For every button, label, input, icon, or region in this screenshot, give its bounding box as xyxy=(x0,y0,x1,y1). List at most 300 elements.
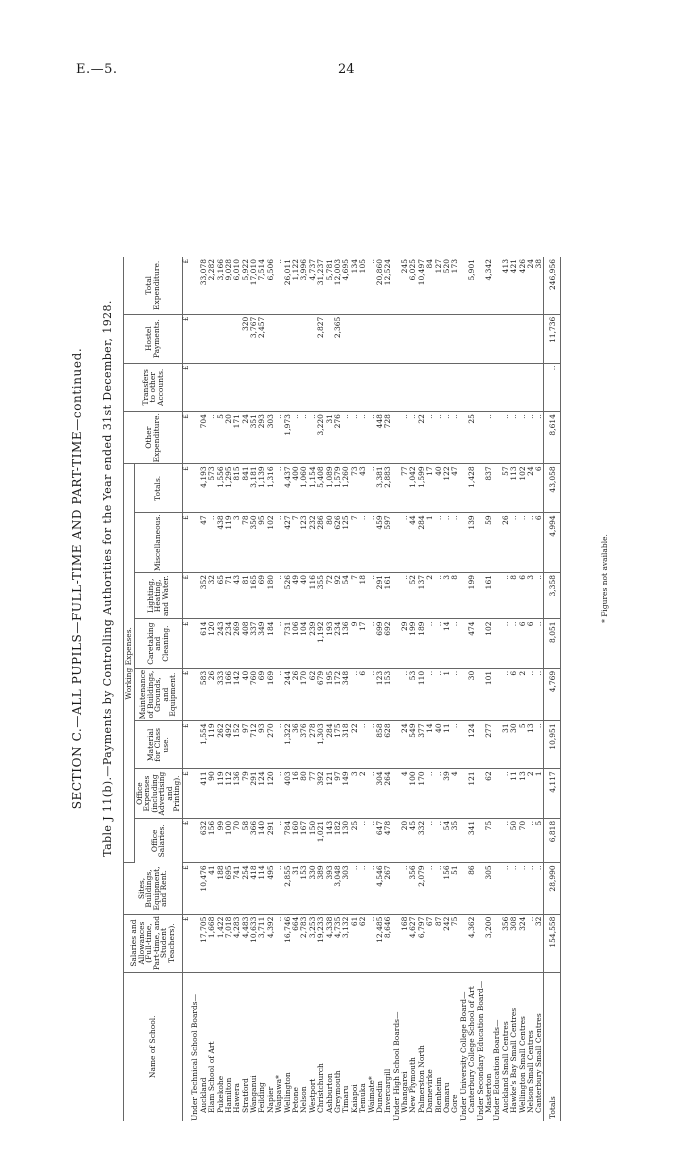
value-cell: 137 xyxy=(417,573,425,619)
value-cell xyxy=(384,314,392,363)
value-cell: 760 xyxy=(250,668,258,721)
value-cell: 4 xyxy=(401,769,409,819)
value-cell: 6,010 xyxy=(233,257,241,314)
totals-row xyxy=(544,257,561,1121)
value-cell: .. xyxy=(434,513,442,573)
page-number: 24 xyxy=(338,62,355,77)
value-cell: 474 xyxy=(468,619,476,668)
value-cell: 17,705 xyxy=(199,914,207,972)
value-cell xyxy=(275,363,283,412)
value-cell: 7 xyxy=(350,573,358,619)
value-cell: 13 xyxy=(527,721,535,769)
value-cell: .. xyxy=(434,573,442,619)
table-row xyxy=(216,257,224,1121)
value-cell: 376 xyxy=(300,721,308,769)
value-cell xyxy=(300,314,308,363)
value-cell xyxy=(468,363,476,412)
value-cell: 3,711 xyxy=(258,914,266,972)
value-cell: 4,392 xyxy=(266,914,274,972)
value-cell: .. xyxy=(367,769,375,819)
value-cell: 72 xyxy=(325,573,333,619)
value-cell: .. xyxy=(434,412,442,464)
value-cell: 246,956 xyxy=(544,257,561,314)
value-cell xyxy=(510,314,518,363)
value-cell: 154,558 xyxy=(544,914,561,972)
value-cell xyxy=(392,769,400,819)
value-cell: 12,003 xyxy=(334,257,342,314)
value-cell: .. xyxy=(367,257,375,314)
col-header-material: Material for Class use. xyxy=(134,721,182,769)
value-cell: 97 xyxy=(334,769,342,819)
value-cell: .. xyxy=(443,513,451,573)
value-cell: 112 xyxy=(224,769,232,819)
value-cell xyxy=(208,314,216,363)
col-header-office-expenses: Office Expenses (including Advertising and Printing). xyxy=(134,769,182,819)
value-cell xyxy=(208,363,216,412)
value-cell: .. xyxy=(501,863,509,914)
value-cell: 1,260 xyxy=(342,464,350,513)
value-cell: 526 xyxy=(283,573,291,619)
value-cell: 495 xyxy=(266,863,274,914)
value-cell xyxy=(275,314,283,363)
value-cell xyxy=(392,412,400,464)
row-label-cell: Hawera xyxy=(232,1083,242,1113)
value-cell: 10,497 xyxy=(417,257,425,314)
value-cell xyxy=(510,363,518,412)
table-row xyxy=(434,257,442,1121)
value-cell: 35 xyxy=(451,818,459,863)
value-cell: .. xyxy=(208,513,216,573)
value-cell: 262 xyxy=(216,721,224,769)
row-label-cell: Nelson Small Centres xyxy=(525,1030,535,1113)
value-cell: 243 xyxy=(216,619,224,668)
value-cell: .. xyxy=(359,721,367,769)
value-cell xyxy=(359,363,367,412)
value-cell: 1,422 xyxy=(216,914,224,972)
value-cell: 18 xyxy=(359,573,367,619)
value-cell: .. xyxy=(451,513,459,573)
value-cell: 25 xyxy=(468,412,476,464)
value-cell: 332 xyxy=(417,818,425,863)
value-cell: 1 xyxy=(426,513,434,573)
value-cell: 679 xyxy=(317,668,325,721)
value-cell: 75 xyxy=(451,914,459,972)
value-cell: 403 xyxy=(283,769,291,819)
table-row xyxy=(417,257,425,1121)
value-cell: 36 xyxy=(292,721,300,769)
value-cell: 242 xyxy=(443,914,451,972)
value-cell: .. xyxy=(292,412,300,464)
value-cell xyxy=(359,314,367,363)
value-cell: 79 xyxy=(241,769,249,819)
value-cell: 7,018 xyxy=(224,914,232,972)
value-cell: 16 xyxy=(292,769,300,819)
value-cell xyxy=(476,314,484,363)
value-cell: 149 xyxy=(342,769,350,819)
value-cell: 99 xyxy=(216,818,224,863)
value-cell: 356 xyxy=(501,914,509,972)
value-cell xyxy=(191,314,199,363)
value-cell: 1 xyxy=(535,769,544,819)
value-cell: 741 xyxy=(233,863,241,914)
value-cell: 170 xyxy=(417,769,425,819)
value-cell: 169 xyxy=(266,668,274,721)
value-cell xyxy=(342,314,350,363)
value-cell: .. xyxy=(527,863,535,914)
value-cell: 366 xyxy=(250,818,258,863)
value-cell xyxy=(401,314,409,363)
value-cell: 80 xyxy=(325,513,333,573)
value-cell: .. xyxy=(426,668,434,721)
value-cell: .. xyxy=(275,513,283,573)
value-cell: £ xyxy=(182,863,191,914)
col-header-caretaking: Caretaking and Cleaning. xyxy=(134,619,182,668)
value-cell: 1,303 xyxy=(317,721,325,769)
col-header-office-salaries: Office Salaries. xyxy=(134,818,182,863)
value-cell: 3 xyxy=(233,513,241,573)
value-cell: .. xyxy=(510,619,518,668)
value-cell: 2 xyxy=(359,769,367,819)
value-cell xyxy=(518,363,526,412)
value-cell: .. xyxy=(426,818,434,863)
value-cell: 421 xyxy=(510,257,518,314)
value-cell: .. xyxy=(275,464,283,513)
value-cell xyxy=(417,314,425,363)
value-cell: 704 xyxy=(199,412,207,464)
value-cell xyxy=(367,314,375,363)
value-cell: 199 xyxy=(468,573,476,619)
value-cell: 392 xyxy=(317,769,325,819)
value-cell: 52 xyxy=(409,573,417,619)
value-cell: 17 xyxy=(426,464,434,513)
value-cell: 4,769 xyxy=(544,668,561,721)
value-cell xyxy=(451,314,459,363)
value-cell: .. xyxy=(275,257,283,314)
row-label-cell: Ashburton xyxy=(324,1073,334,1113)
value-cell: 122 xyxy=(443,464,451,513)
value-cell: £ xyxy=(182,818,191,863)
value-cell: .. xyxy=(342,412,350,464)
table-row xyxy=(233,257,241,1121)
row-label-cell: Dannevirke xyxy=(425,1069,435,1113)
value-cell: 239 xyxy=(308,619,316,668)
value-cell: 119 xyxy=(208,721,216,769)
table-row xyxy=(367,257,375,1121)
value-cell xyxy=(258,363,266,412)
value-cell: 254 xyxy=(241,863,249,914)
value-cell xyxy=(199,363,207,412)
row-label-cell: Palmerston North xyxy=(416,1045,426,1113)
value-cell: 80 xyxy=(300,769,308,819)
value-cell: 355 xyxy=(317,573,325,619)
value-cell: 175 xyxy=(334,721,342,769)
value-cell: 167 xyxy=(300,818,308,863)
value-cell: 3,996 xyxy=(300,257,308,314)
value-cell: 24 xyxy=(401,721,409,769)
value-cell: .. xyxy=(275,721,283,769)
value-cell: 30 xyxy=(468,668,476,721)
value-cell xyxy=(375,314,383,363)
value-cell: 119 xyxy=(224,513,232,573)
row-label-cell: Waimate* xyxy=(366,1076,376,1113)
value-cell: 31,237 xyxy=(317,257,325,314)
value-cell: 1,139 xyxy=(258,464,266,513)
table-row xyxy=(518,257,526,1121)
value-cell: 143 xyxy=(325,818,333,863)
value-cell: .. xyxy=(501,573,509,619)
value-cell: 136 xyxy=(233,769,241,819)
value-cell xyxy=(493,668,501,721)
value-cell: 19,233 xyxy=(317,914,325,972)
value-cell: 24 xyxy=(527,464,535,513)
value-cell xyxy=(266,363,274,412)
value-cell: .. xyxy=(544,363,561,412)
value-cell: 17 xyxy=(359,619,367,668)
value-cell: 815 xyxy=(233,464,241,513)
value-cell: 25 xyxy=(350,818,358,863)
col-header-salaries: Salaries and Allowances (Full-time, Part-time, and Student Teachers). xyxy=(124,914,183,972)
value-cell xyxy=(224,363,232,412)
value-cell: .. xyxy=(510,412,518,464)
value-cell: 171 xyxy=(233,412,241,464)
value-cell xyxy=(417,363,425,412)
value-cell xyxy=(292,314,300,363)
value-cell: 119 xyxy=(216,769,224,819)
value-cell xyxy=(493,363,501,412)
table-row xyxy=(325,257,333,1121)
value-cell: 6,506 xyxy=(266,257,274,314)
value-cell: 349 xyxy=(258,619,266,668)
value-cell: 6 xyxy=(510,668,518,721)
value-cell: .. xyxy=(308,412,316,464)
value-cell: 14 xyxy=(443,619,451,668)
value-cell: 87 xyxy=(434,914,442,972)
value-cell: 116 xyxy=(308,573,316,619)
value-cell: 3,132 xyxy=(342,914,350,972)
value-cell: .. xyxy=(501,668,509,721)
value-cell: .. xyxy=(426,412,434,464)
value-cell: 3 xyxy=(350,769,358,819)
value-cell xyxy=(216,363,224,412)
value-cell xyxy=(250,363,258,412)
table-row xyxy=(334,257,342,1121)
group-heading-row xyxy=(191,257,199,1121)
row-label-cell: Under High School Boards— xyxy=(391,1011,401,1121)
value-cell: 4,627 xyxy=(409,914,417,972)
value-cell: 5 xyxy=(216,412,224,464)
value-cell: .. xyxy=(401,863,409,914)
value-cell: 6 xyxy=(518,619,526,668)
value-cell: 130 xyxy=(342,818,350,863)
row-label-cell: Stratford xyxy=(240,1078,250,1113)
value-cell: 5,781 xyxy=(325,257,333,314)
value-cell: .. xyxy=(401,513,409,573)
value-cell: .. xyxy=(401,573,409,619)
value-cell: £ xyxy=(182,314,191,363)
value-cell: 1,042 xyxy=(409,464,417,513)
value-cell: .. xyxy=(426,769,434,819)
value-cell: .. xyxy=(275,619,283,668)
table-row xyxy=(308,257,316,1121)
value-cell: 26 xyxy=(501,513,509,573)
col-header-other-expenditure: Other Expenditure. xyxy=(124,412,183,464)
table-row xyxy=(266,257,274,1121)
value-cell xyxy=(485,363,493,412)
value-cell: 5,408 xyxy=(317,464,325,513)
value-cell: 7,514 xyxy=(258,257,266,314)
value-cell: .. xyxy=(350,668,358,721)
value-cell: 2,855 xyxy=(283,863,291,914)
value-cell: 4,546 xyxy=(375,863,383,914)
value-cell: 4,283 xyxy=(233,914,241,972)
value-cell: 29 xyxy=(401,619,409,668)
value-cell: 2,079 xyxy=(417,863,425,914)
value-cell: 140 xyxy=(258,818,266,863)
col-header-lighting: Lighting, Heating, and Water. xyxy=(134,573,182,619)
value-cell: 1,973 xyxy=(283,412,291,464)
value-cell: 77 xyxy=(308,769,316,819)
value-cell: 303 xyxy=(342,863,350,914)
value-cell: 100 xyxy=(409,769,417,819)
value-cell: .. xyxy=(359,863,367,914)
value-cell: 284 xyxy=(417,513,425,573)
row-label-cell: Hamilton xyxy=(223,1077,233,1113)
value-cell: 40 xyxy=(434,464,442,513)
value-cell: 13 xyxy=(518,769,526,819)
value-cell: 3,181 xyxy=(250,464,258,513)
value-cell: 189 xyxy=(417,619,425,668)
row-label-cell: Hawke's Bay Small Centres xyxy=(509,1007,519,1113)
value-cell xyxy=(493,314,501,363)
value-cell: 102 xyxy=(518,464,526,513)
value-cell: 11 xyxy=(443,721,451,769)
value-cell: 127 xyxy=(434,257,442,314)
col-header-sites: Sites, Buildings, Equipment, and Rent. xyxy=(124,863,183,914)
value-cell xyxy=(409,314,417,363)
row-label-cell: Temuka xyxy=(358,1083,368,1113)
value-cell: 11,736 xyxy=(544,314,561,363)
value-cell: 81 xyxy=(241,573,249,619)
value-cell xyxy=(191,363,199,412)
value-cell: 304 xyxy=(375,769,383,819)
value-cell: .. xyxy=(275,914,283,972)
table-row xyxy=(384,257,392,1121)
value-cell: 153 xyxy=(384,668,392,721)
value-cell: 438 xyxy=(216,513,224,573)
value-cell: 1,428 xyxy=(468,464,476,513)
value-cell: 49 xyxy=(292,573,300,619)
value-cell: 291 xyxy=(266,818,274,863)
value-cell: 1,316 xyxy=(266,464,274,513)
value-cell xyxy=(409,363,417,412)
value-cell: 188 xyxy=(216,863,224,914)
value-cell: .. xyxy=(535,619,544,668)
value-cell: 3 xyxy=(527,573,535,619)
table-row xyxy=(426,257,434,1121)
value-cell: 8,646 xyxy=(384,914,392,972)
value-cell: 647 xyxy=(375,818,383,863)
row-label-cell: Oamaru xyxy=(442,1082,452,1113)
value-cell: .. xyxy=(367,721,375,769)
value-cell xyxy=(535,314,544,363)
value-cell: .. xyxy=(367,619,375,668)
value-cell xyxy=(266,314,274,363)
value-cell: 695 xyxy=(224,863,232,914)
value-cell: 172 xyxy=(334,668,342,721)
value-cell: 341 xyxy=(468,818,476,863)
value-cell: 120 xyxy=(266,769,274,819)
row-label-cell: Auckland Small Centres xyxy=(500,1021,510,1113)
value-cell: .. xyxy=(518,863,526,914)
value-cell: 478 xyxy=(384,818,392,863)
value-cell: 114 xyxy=(258,863,266,914)
value-cell: 2,365 xyxy=(334,314,342,363)
table-row xyxy=(258,257,266,1121)
value-cell: 389 xyxy=(317,863,325,914)
value-cell: 120 xyxy=(208,619,216,668)
value-cell: .. xyxy=(527,914,535,972)
value-cell: 58 xyxy=(241,818,249,863)
row-label-cell: Blenheim xyxy=(433,1077,443,1113)
value-cell: 150 xyxy=(308,818,316,863)
value-cell xyxy=(384,363,392,412)
value-cell: .. xyxy=(501,619,509,668)
value-cell: 14 xyxy=(426,721,434,769)
value-cell xyxy=(451,363,459,412)
value-cell: .. xyxy=(485,412,493,464)
row-label-cell: Wanganui xyxy=(249,1075,259,1113)
value-cell: 166 xyxy=(224,668,232,721)
value-cell: .. xyxy=(510,513,518,573)
value-cell: 1,579 xyxy=(334,464,342,513)
value-cell: 1,089 xyxy=(325,464,333,513)
value-cell: .. xyxy=(535,573,544,619)
value-cell: 351 xyxy=(250,412,258,464)
value-cell xyxy=(342,363,350,412)
value-cell: 26 xyxy=(292,668,300,721)
value-cell: .. xyxy=(451,412,459,464)
value-cell: 3,166 xyxy=(216,257,224,314)
value-cell: 71 xyxy=(224,573,232,619)
value-cell: £ xyxy=(182,412,191,464)
value-cell: 2,282 xyxy=(208,257,216,314)
value-cell: 24 xyxy=(527,257,535,314)
value-cell: .. xyxy=(367,464,375,513)
value-cell xyxy=(476,363,484,412)
row-label-cell: Greymouth xyxy=(332,1070,342,1113)
value-cell: 4,362 xyxy=(468,914,476,972)
value-cell: 17,010 xyxy=(250,257,258,314)
value-cell: 4,994 xyxy=(544,513,561,573)
value-cell xyxy=(392,363,400,412)
value-cell: 124 xyxy=(258,769,266,819)
value-cell: 270 xyxy=(266,721,274,769)
value-cell: 278 xyxy=(308,721,316,769)
value-cell: 3,381 xyxy=(375,464,383,513)
value-cell: .. xyxy=(434,619,442,668)
value-cell: .. xyxy=(426,619,434,668)
value-cell: 32 xyxy=(535,914,544,972)
value-cell: 59 xyxy=(485,513,493,573)
value-cell: 232 xyxy=(308,513,316,573)
value-cell: 4,193 xyxy=(199,464,207,513)
value-cell: 269 xyxy=(233,619,241,668)
value-cell: .. xyxy=(434,668,442,721)
value-cell: .. xyxy=(518,412,526,464)
row-label-cell: Under Education Boards— xyxy=(492,1019,502,1121)
table-row xyxy=(501,257,509,1121)
value-cell: 123 xyxy=(300,513,308,573)
